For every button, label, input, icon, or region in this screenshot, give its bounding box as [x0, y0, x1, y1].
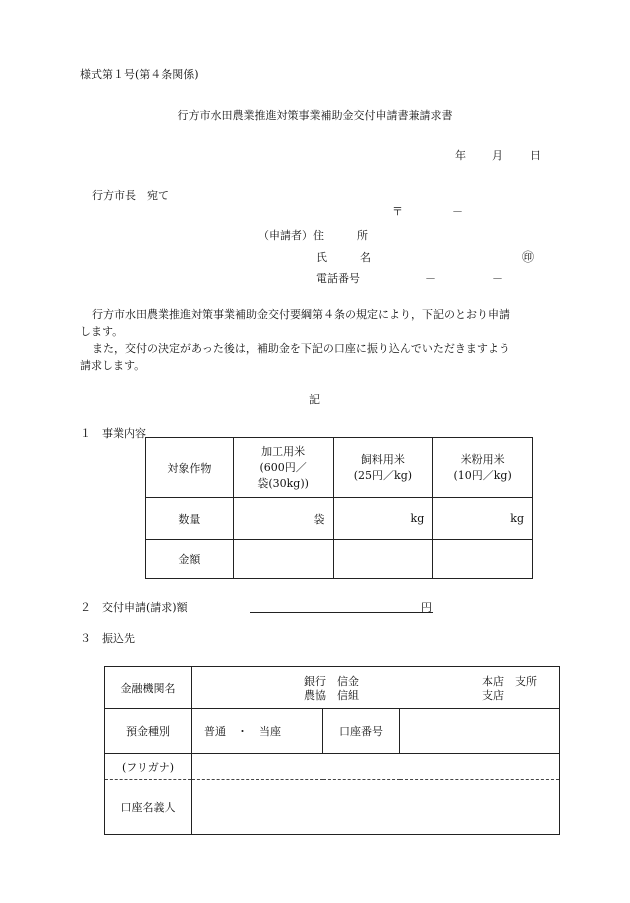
date-month: 月	[492, 149, 503, 162]
furigana-label: (フリガナ)	[105, 754, 192, 780]
paragraph-1-line-2: します。	[80, 325, 124, 338]
applicant-name-label: 氏 名	[316, 251, 371, 264]
request-amount-unit: 円	[421, 601, 432, 614]
holder-label: 口座名義人	[105, 780, 192, 835]
branch-line-1: 本店 支所	[482, 675, 537, 688]
amount-row	[146, 540, 533, 579]
phone-dash-1: －	[425, 272, 436, 285]
postal-mark: 〒	[392, 205, 403, 218]
quantity-label: 数量	[146, 498, 234, 540]
amount-cell-processing[interactable]	[233, 540, 333, 579]
bank-table	[104, 666, 560, 835]
crop-table-header-row	[146, 438, 533, 498]
amount-cell-flour[interactable]	[433, 540, 533, 579]
bank-row	[105, 667, 560, 709]
crop-feed-rice-rate: (25円／kg)	[353, 468, 413, 482]
bank-label: 金融機関名	[105, 667, 192, 709]
request-amount-line[interactable]	[250, 612, 433, 613]
crop-processing-rice-rate-2: 袋(30kg))	[257, 476, 309, 490]
amount-cell-feed[interactable]	[333, 540, 433, 579]
crop-flour-rice-name: 米粉用米	[460, 452, 505, 466]
crop-feed-rice	[333, 438, 433, 498]
seal-mark: ㊞	[522, 250, 535, 264]
branch-line-2: 支店	[482, 689, 504, 702]
paragraph-2-line-2: 請求します。	[80, 359, 146, 372]
paragraph-1-line-1: 行方市水田農業推進対策事業補助金交付要綱第４条の規定により，下記のとおり申請	[92, 308, 510, 321]
crop-processing-rice-rate-1: (600円／	[259, 460, 307, 474]
date-year: 年	[455, 149, 466, 162]
bank-types-line-2: 農協 信組	[304, 689, 359, 702]
holder-row	[105, 780, 560, 835]
amount-label: 金額	[146, 540, 234, 579]
furigana-row	[105, 754, 560, 780]
account-number-label: 口座番号	[323, 709, 400, 754]
quantity-cell-processing[interactable]: 袋	[233, 498, 333, 540]
account-number-cell[interactable]	[400, 709, 560, 754]
section-2-title: ２ 交付申請(請求)額	[80, 601, 188, 614]
crop-feed-rice-name: 飼料用米	[360, 452, 405, 466]
quantity-cell-flour[interactable]: kg	[433, 498, 533, 540]
crop-processing-rice	[233, 438, 333, 498]
crop-processing-rice-name: 加工用米	[261, 444, 306, 458]
section-3-title: ３ 振込先	[80, 632, 135, 645]
ki-heading: 記	[309, 393, 320, 406]
paragraph-2-line-1: また，交付の決定があった後は，補助金を下記の口座に振り込んでいただきますよう	[92, 342, 510, 355]
deposit-row	[105, 709, 560, 754]
bank-name-cell[interactable]	[192, 667, 560, 709]
crop-table	[145, 437, 533, 579]
addressee: 行方市長 宛て	[92, 189, 169, 202]
deposit-label: 預金種別	[105, 709, 192, 754]
section-1-title: １ 事業内容	[80, 427, 146, 440]
quantity-cell-feed[interactable]: kg	[333, 498, 433, 540]
form-number: 様式第１号(第４条関係)	[80, 68, 199, 81]
crop-flour-rice-rate: (10円／kg)	[453, 468, 512, 482]
header-label-cell: 対象作物	[146, 438, 234, 498]
postal-dash: －	[452, 205, 463, 218]
phone-dash-2: －	[492, 272, 503, 285]
furigana-cell[interactable]	[192, 754, 560, 780]
quantity-row	[146, 498, 533, 540]
deposit-type-value[interactable]: 普通 ・ 当座	[192, 709, 323, 754]
date-day: 日	[530, 149, 541, 162]
holder-cell[interactable]	[192, 780, 560, 835]
crop-flour-rice	[433, 438, 533, 498]
document-title: 行方市水田農業推進対策事業補助金交付申請書兼請求書	[177, 109, 453, 122]
applicant-phone-label: 電話番号	[316, 272, 360, 285]
applicant-address-label: （申請者）住 所	[258, 229, 368, 242]
bank-types-line-1: 銀行 信金	[304, 675, 359, 688]
